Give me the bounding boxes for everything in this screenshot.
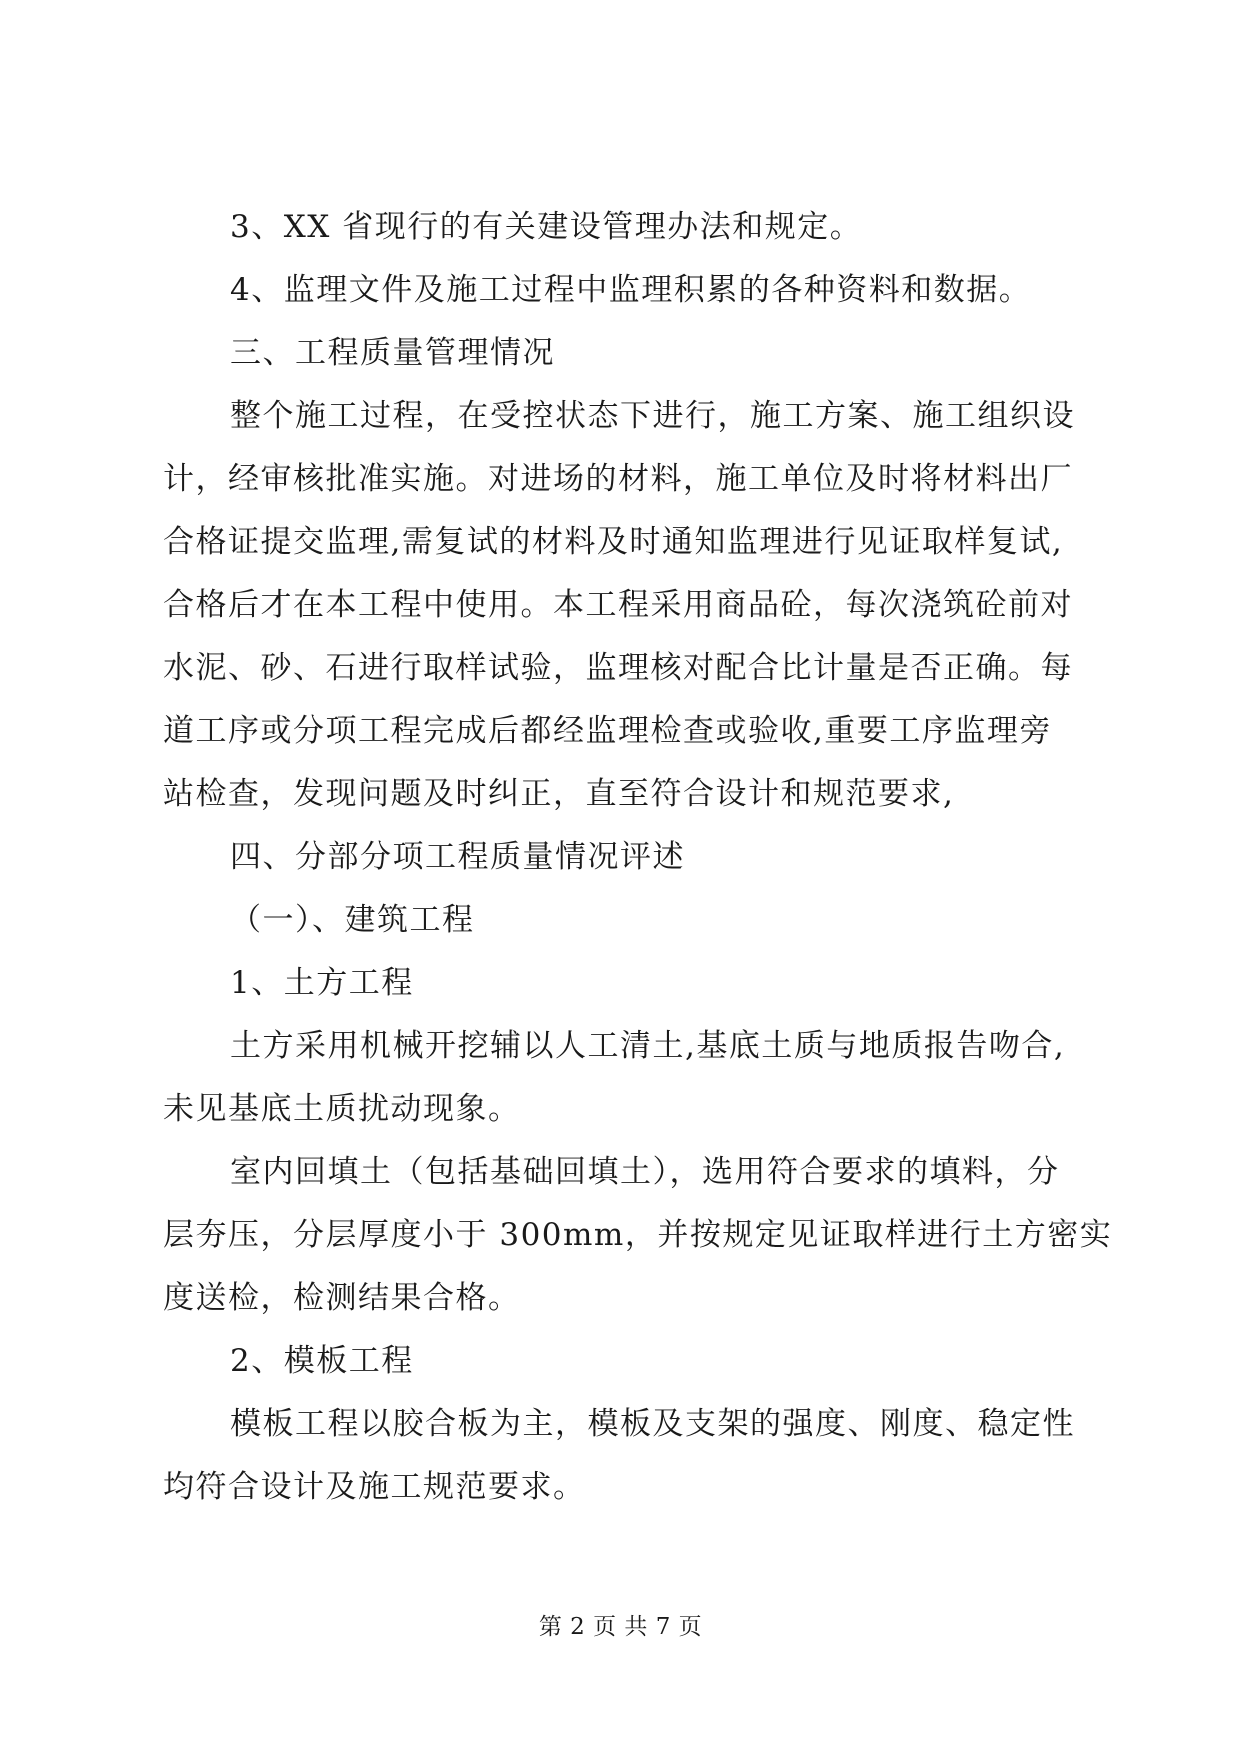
paragraph-line: 整个施工过程，在受控状态下进行，施工方案、施工组织设: [230, 398, 1075, 434]
paragraph-line: 层夯压，分层厚度小于 300mm，并按规定见证取样进行土方密实: [163, 1217, 1113, 1253]
paragraph-line: 计，经审核批准实施。对进场的材料，施工单位及时将材料出厂: [163, 461, 1073, 497]
paragraph-line: 均符合设计及施工规范要求。: [163, 1469, 586, 1505]
paragraph-line: 合格证提交监理,需复试的材料及时通知监理进行见证取样复试,: [163, 524, 1064, 560]
paragraph-line: 站检查，发现问题及时纠正，直至符合设计和规范要求,: [163, 776, 955, 812]
subsection-heading: （一）、建筑工程: [230, 902, 475, 938]
section-heading: 四、分部分项工程质量情况评述: [230, 839, 685, 875]
paragraph-line: 模板工程以胶合板为主，模板及支架的强度、刚度、稳定性: [230, 1406, 1075, 1442]
paragraph-line: 土方采用机械开挖辅以人工清土,基底土质与地质报告吻合,: [230, 1028, 1066, 1064]
page-number: 第 2 页 共 7 页: [538, 1614, 703, 1640]
paragraph-line: 道工序或分项工程完成后都经监理检查或验收,重要工序监理旁: [163, 713, 1052, 749]
paragraph-line: 水泥、砂、石进行取样试验，监理核对配合比计量是否正确。每: [163, 650, 1073, 686]
paragraph-line: 3、XX 省现行的有关建设管理办法和规定。: [230, 209, 863, 245]
item-heading: 1、土方工程: [230, 965, 414, 1001]
paragraph-line: 未见基底土质扰动现象。: [163, 1091, 521, 1127]
item-heading: 2、模板工程: [230, 1343, 414, 1379]
paragraph-line: 度送检，检测结果合格。: [163, 1280, 521, 1316]
paragraph-line: 4、监理文件及施工过程中监理积累的各种资料和数据。: [230, 272, 1032, 308]
paragraph-line: 室内回填土（包括基础回填土），选用符合要求的填料，分: [230, 1154, 1060, 1190]
section-heading: 三、工程质量管理情况: [230, 335, 555, 371]
paragraph-line: 合格后才在本工程中使用。本工程采用商品砼，每次浇筑砼前对: [163, 587, 1073, 623]
document-body: [163, 196, 1113, 1519]
